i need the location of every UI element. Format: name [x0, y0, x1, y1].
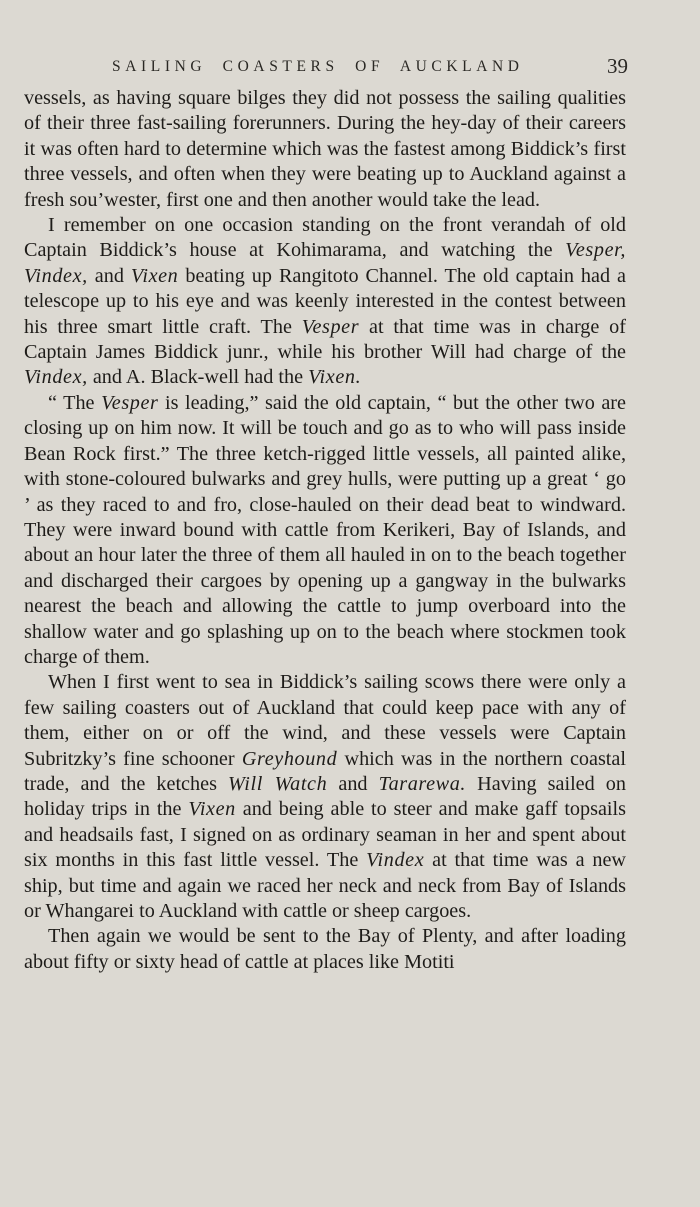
ship-name: Vesper, Vindex, — [24, 239, 626, 287]
ship-name: Vesper — [301, 315, 360, 338]
ship-name: Tararewa. — [378, 772, 467, 795]
ship-name: Vindex, — [24, 366, 88, 389]
paragraph — [24, 670, 626, 924]
text-run: at that time was in charge of Captain James Biddick junr., while his brother Will had charge of the — [24, 315, 626, 364]
text-run: When I first went to sea in Biddick’s sailing scows there were only a few sailing coasters out of Auckland that could keep pace with any of them, either on or off the wind, and these vessels were Captain Subritzky’s fine schooner — [24, 671, 626, 770]
text-run: beating up Rangitoto Channel. The old captain had a telescope up to his eye and was keenly interested in the contest between his three smart little craft. The — [24, 264, 627, 338]
ship-name: Greyhound — [241, 747, 338, 770]
text-run: which was in the northern coastal trade, and the ketches — [24, 747, 626, 795]
ship-name: Vixen — [188, 798, 236, 821]
text-run: and — [87, 264, 131, 287]
text-run: Then again we would be sent to the Bay of Plenty, and after loading about fifty or sixty head of cattle at places like Motiti — [24, 925, 626, 973]
paragraph — [24, 86, 626, 213]
ship-name: Vixen. — [308, 366, 362, 389]
ship-name: Vesper — [101, 391, 159, 414]
paragraph — [24, 391, 626, 670]
running-title: SAILING COASTERS OF AUCKLAND — [112, 58, 524, 75]
paragraph — [24, 213, 626, 391]
running-head — [24, 52, 626, 82]
paragraph — [24, 924, 626, 975]
text-run: Having sailed on holiday trips in the — [24, 772, 626, 821]
text-run: “ The — [48, 391, 102, 414]
text-run: and being able to steer and make gaff topsails and headsails fast, I signed on as ordinary seaman in her and spent about six months in this fast little vessel. The — [24, 798, 627, 872]
ship-name: Vixen — [130, 264, 179, 287]
text-run: is leading,” said the old captain, “ but the other two are closing up on him now. It will be touch and go as to who will pass inside Bean Rock first.” The three ketch-rigged little vessels, all painted alike, with stone-coloured bulwarks and grey hulls, were putting up a great ‘ go ’ as they raced to and fro, close-hauled on their dead beat to windward. They were inward bound with cattle from Kerikeri, Bay of Islands, and about an hour later the three of them all hauled in on to the beach together and discharged their cargoes by opening up a gangway in the bulwarks nearest the beach and allowing the cattle to jump overboard into the shallow water and go splashing up on to the beach where stockmen took charge of them. — [24, 391, 626, 668]
text-run: at that time was a new ship, but time and again we raced her neck and neck from Bay of Islands or Whangarei to Auckland with cattle or sheep cargoes. — [24, 849, 626, 922]
ship-name: Vindex — [366, 849, 425, 872]
page-number: 39 — [607, 54, 628, 78]
text-run: and — [327, 772, 379, 795]
text-run: I remember on one occasion standing on the front verandah of old Captain Biddick’s house at Kohimarama, and watching the — [24, 214, 626, 262]
text-run: vessels, as having square bilges they did not possess the sailing qualities of their three fast-sailing forerunners. During the hey-day of their careers it was often hard to determine which was the fastest among Biddick’s first three vessels, and often when they were beating up to Auckland against a fresh sou’wester, first one and then another would take the lead. — [24, 87, 626, 211]
ship-name: Will Watch — [228, 772, 328, 795]
body-text — [24, 86, 626, 975]
text-run: and A. Black-well had the — [87, 366, 309, 389]
